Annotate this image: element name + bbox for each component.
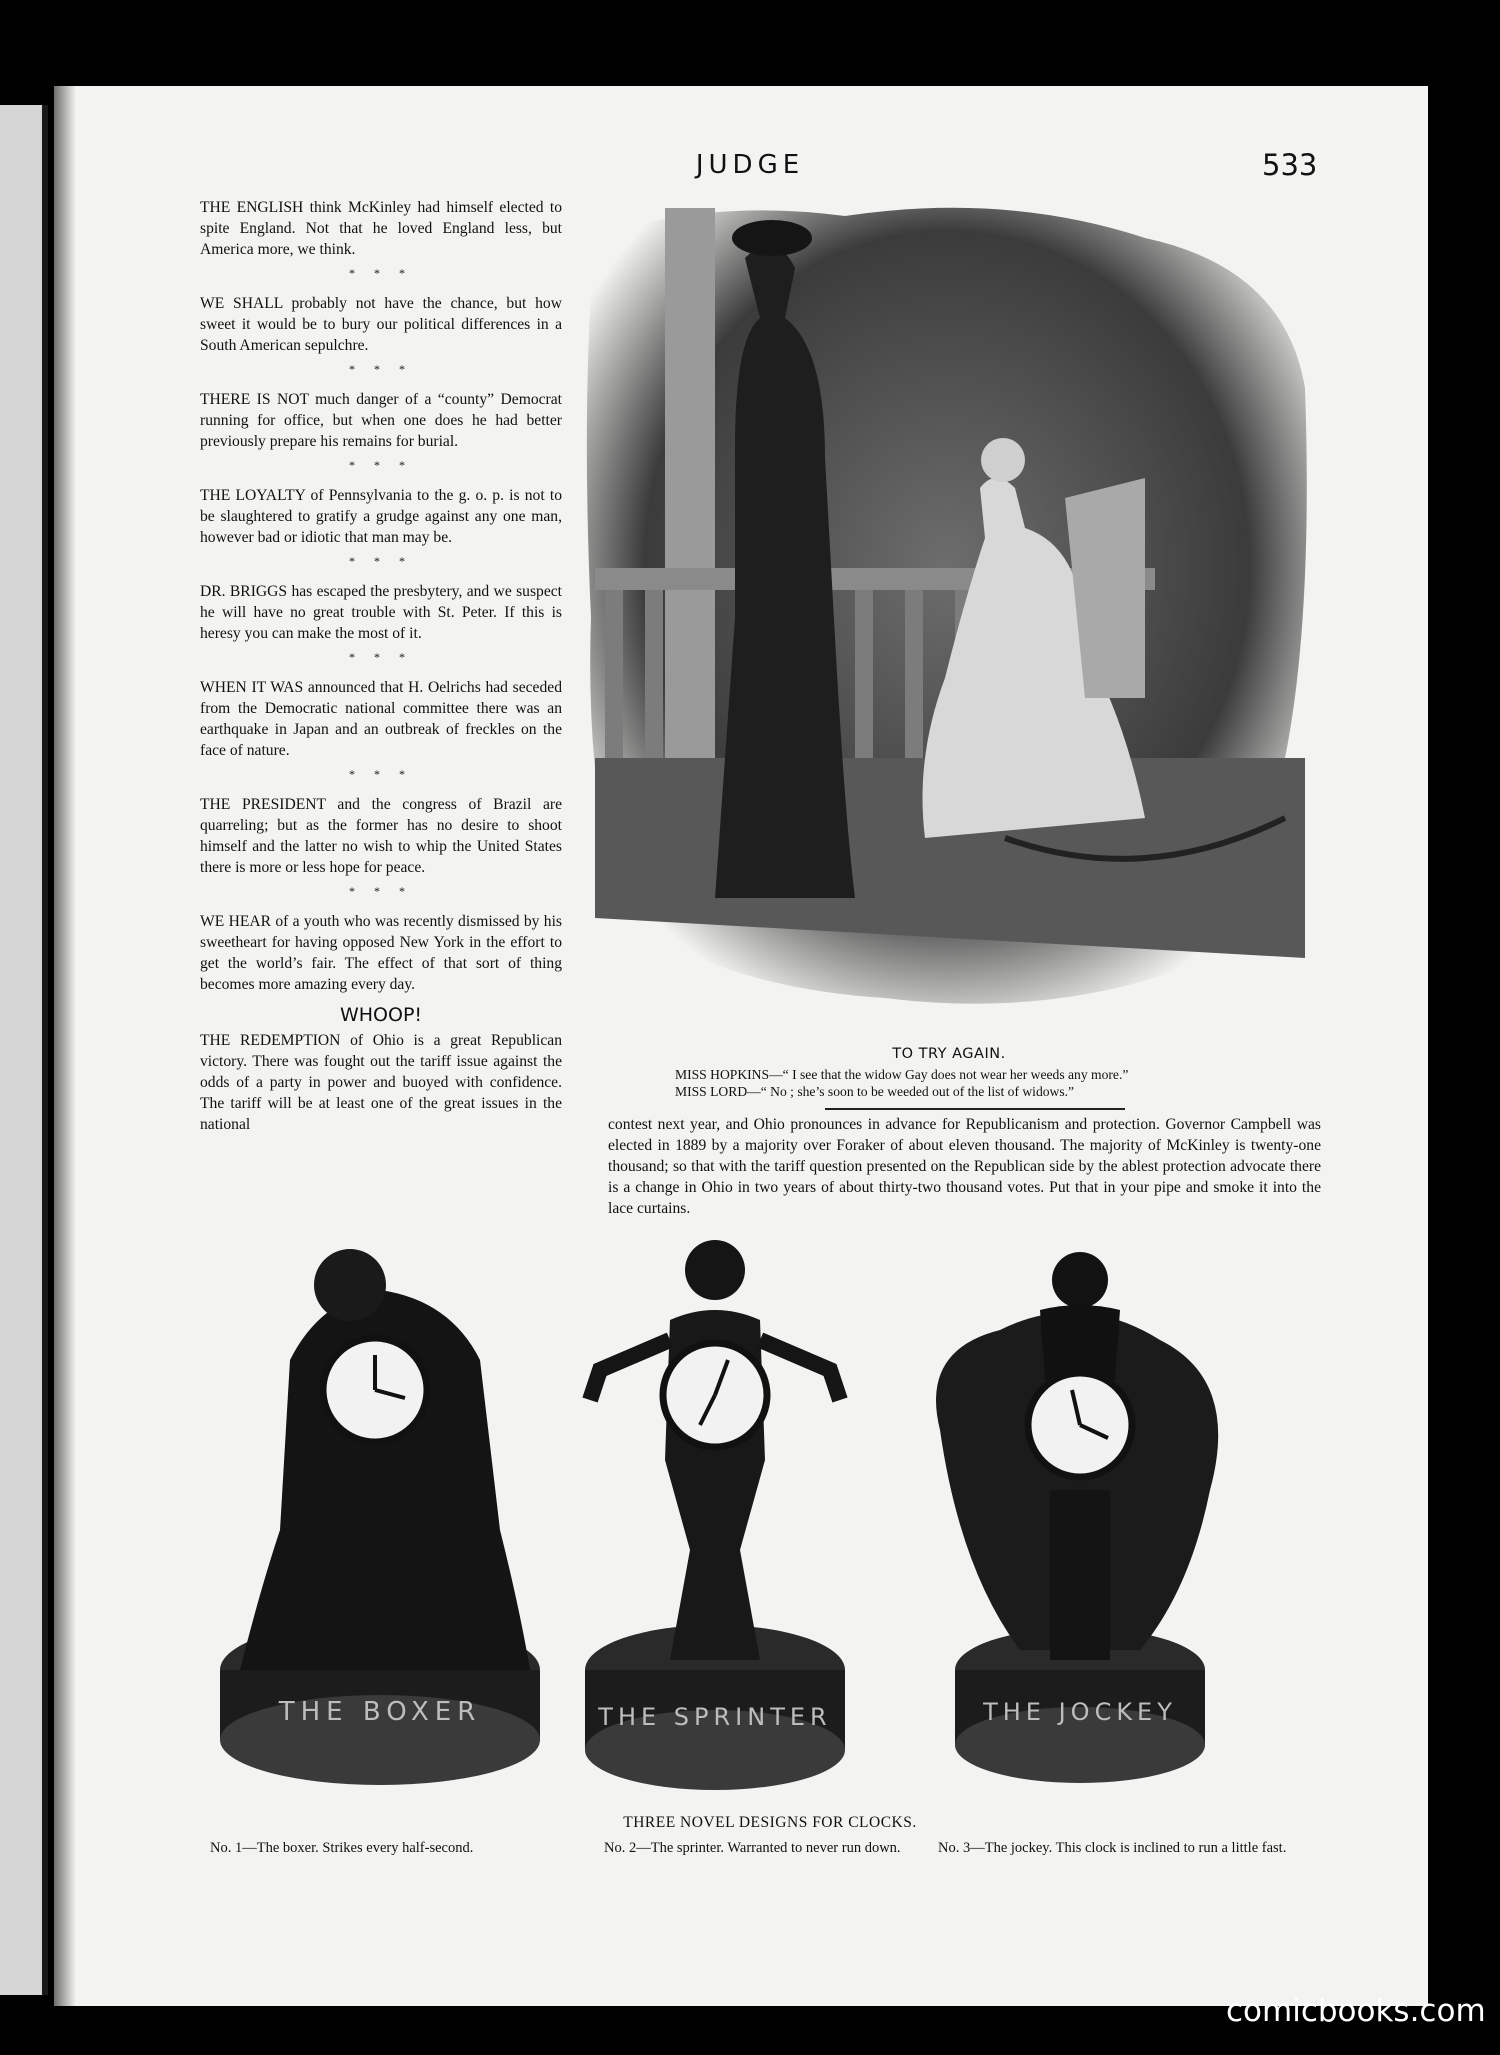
jockey-clock-figure xyxy=(936,1252,1218,1783)
separator: * * * xyxy=(349,458,413,472)
caption-boxer: No. 1—The boxer. Strikes every half-second. xyxy=(210,1840,474,1856)
paragraph-south-america: WE SHALL probably not have the chance, but how sweet it would be to bury our political differences in a South American sepulchre. xyxy=(200,295,562,354)
gutter-shadow xyxy=(54,86,76,2006)
whoop-heading: WHOOP! xyxy=(339,1004,423,1026)
dialogue-line-hopkins: MISS HOPKINS—“ I see that the widow Gay does not wear her weeds any more.” xyxy=(675,1067,1129,1082)
caption-rule xyxy=(825,1108,1125,1110)
porch-illustration xyxy=(585,198,1313,1020)
separator: * * * xyxy=(349,884,413,898)
base-label-boxer: THE BOXER xyxy=(278,1697,482,1727)
paragraph-pennsylvania: THE LOYALTY of Pennsylvania to the g. o. p. is not to be slaughtered to gratify a grudge against any one man, however bad or idiotic that man may be. xyxy=(200,487,562,546)
base-label-sprinter: THE SPRINTER xyxy=(598,1703,832,1731)
previous-page-edge xyxy=(0,105,48,1995)
illustration-caption-title: TO TRY AGAIN. xyxy=(892,1046,1006,1062)
separator: * * * xyxy=(349,767,413,781)
separator: * * * xyxy=(349,362,413,376)
caption-jockey: No. 3—The jockey. This clock is inclined to run a little fast. xyxy=(938,1840,1287,1856)
left-column xyxy=(200,197,562,1137)
paragraph-oelrichs: WHEN IT WAS announced that H. Oelrichs had seceded from the Democratic national committee there was an earthquake in Japan and an outbreak of freckles on the face of nature. xyxy=(200,679,562,759)
separator: * * * xyxy=(349,554,413,568)
clocks-illustration xyxy=(200,1230,1350,1830)
paragraph-worlds-fair: WE HEAR of a youth who was recently dismissed by his sweetheart for having opposed New York in the effort to get the world’s fair. The effect of that sort of thing becomes more amazing every day. xyxy=(200,913,562,993)
paragraph-briggs: DR. BRIGGS has escaped the presbytery, and we suspect he will have no great trouble with St. Peter. If this is heresy you can make the most of it. xyxy=(200,583,562,642)
paragraph-english: THE ENGLISH think McKinley had himself elected to spite England. Not that he loved England less, but America more, we think. xyxy=(200,199,562,258)
paragraph-county-democrat: THERE IS NOT much danger of a “county” Democrat running for office, but when one does he had better previously prepare his remains for burial. xyxy=(200,391,562,450)
separator: * * * xyxy=(349,650,413,664)
watermark: comicbooks.com xyxy=(1226,1993,1486,2029)
boxer-clock-figure xyxy=(220,1249,540,1785)
caption-sprinter: No. 2—The sprinter. Warranted to never run down. xyxy=(604,1840,901,1856)
clocks-title: THREE NOVEL DESIGNS FOR CLOCKS. xyxy=(623,1814,917,1831)
page-header-title: JUDGE xyxy=(695,150,805,180)
ohio-continuation-text: contest next year, and Ohio pronounces in advance for Republicanism and protection. Governor Campbell was elected in 1889 by a majority over Foraker of about eleven thousand. The majority of McKinley is twenty-one thousand; so that with the tariff question presented on the Republican side by the ablest protection advocate there is a change in Ohio in two years of about thirty-two thousand votes. Put that in your pipe and smoke it into the lace curtains. xyxy=(608,1116,1321,1217)
sprinter-clock-figure xyxy=(585,1240,845,1790)
separator: * * * xyxy=(349,266,413,280)
illustration-dialogue xyxy=(675,1066,1315,1100)
page-number: 533 xyxy=(1262,148,1318,182)
dialogue-line-lord: MISS LORD—“ No ; she’s soon to be weeded out of the list of widows.” xyxy=(675,1084,1075,1099)
paragraph-ohio: THE REDEMPTION of Ohio is a great Republican victory. There was fought out the tariff issue against the odds of a party in power and buoyed with confidence. The tariff will be at least one of the great issues in the national xyxy=(200,1032,562,1133)
paragraph-brazil: THE PRESIDENT and the congress of Brazil are quarreling; but as the former has no desire to shoot himself and the latter no wish to whip the United States there is more or less hope for peace. xyxy=(200,796,562,876)
base-label-jockey: THE JOCKEY xyxy=(983,1698,1177,1726)
